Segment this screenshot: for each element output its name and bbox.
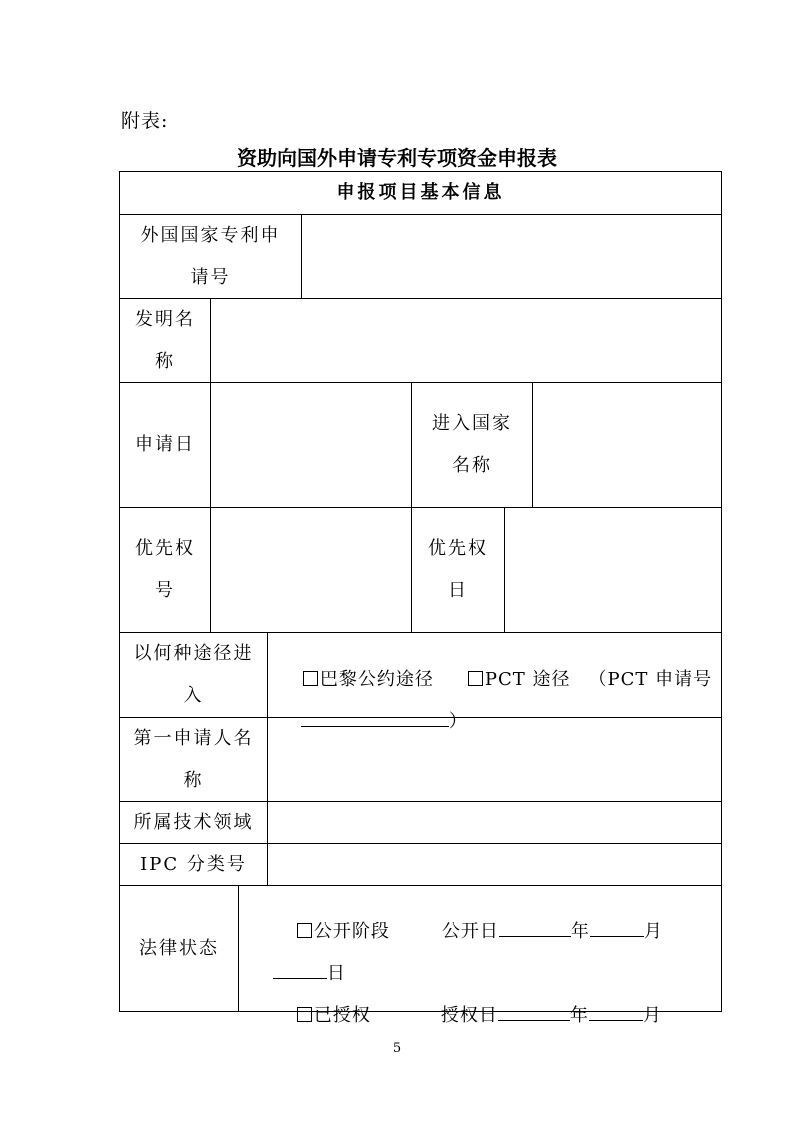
priority-date-label: 优先权 日 xyxy=(428,538,488,601)
ipc-field[interactable] xyxy=(268,844,721,885)
legal-status-label: 法律状态 xyxy=(139,937,219,959)
invention-name-field[interactable] xyxy=(211,299,721,382)
published-stage-line: 公开阶段 公开日 年 月 xyxy=(270,896,663,964)
tech-field-label: 所属技术领域 xyxy=(133,811,254,833)
foreign-app-number-field[interactable] xyxy=(302,215,721,298)
filing-date-field[interactable] xyxy=(211,383,411,507)
priority-number-label: 优先权 号 xyxy=(135,538,195,601)
grant-year-blank[interactable] xyxy=(498,1004,570,1021)
published-checkbox[interactable] xyxy=(297,923,312,938)
foreign-app-number-label: 外国国家专利申 请号 xyxy=(140,224,281,288)
entry-route-label: 以何种途径进 入 xyxy=(133,643,254,706)
form-title: 资助向国外申请专利专项资金申报表 xyxy=(237,146,557,170)
annex-label: 附表: xyxy=(121,110,169,132)
pct-number-prefix: （PCT 申请号 xyxy=(588,669,713,690)
pct-number-suffix: ） xyxy=(448,711,468,732)
pct-route-checkbox[interactable] xyxy=(468,671,483,686)
invention-name-label: 发明名 称 xyxy=(135,308,195,372)
pct-route-label: PCT 途径 xyxy=(484,669,571,690)
publication-month-blank[interactable] xyxy=(590,920,644,937)
country-field[interactable] xyxy=(533,383,721,507)
granted-stage-line: 已授权 授权日 年 月 xyxy=(270,980,662,1048)
filing-date-label: 申请日 xyxy=(135,434,195,455)
paris-route-label: 巴黎公约途径 xyxy=(319,669,434,690)
ipc-label: IPC 分类号 xyxy=(140,853,247,875)
first-applicant-field[interactable] xyxy=(268,718,721,801)
priority-number-field[interactable] xyxy=(211,508,411,632)
country-label: 进入国家 名称 xyxy=(432,413,512,476)
granted-checkbox[interactable] xyxy=(297,1007,312,1022)
grant-month-blank[interactable] xyxy=(589,1004,643,1021)
publication-year-blank[interactable] xyxy=(499,920,571,937)
tech-field-field[interactable] xyxy=(268,802,721,843)
priority-date-field[interactable] xyxy=(505,508,721,632)
publication-day-blank[interactable] xyxy=(273,962,327,979)
paris-route-checkbox[interactable] xyxy=(303,671,318,686)
first-applicant-label: 第一申请人名 称 xyxy=(133,727,254,791)
section-header: 申报项目基本信息 xyxy=(336,182,505,203)
published-day-line: 日 xyxy=(246,938,346,1006)
page-number: 5 xyxy=(392,1041,402,1056)
